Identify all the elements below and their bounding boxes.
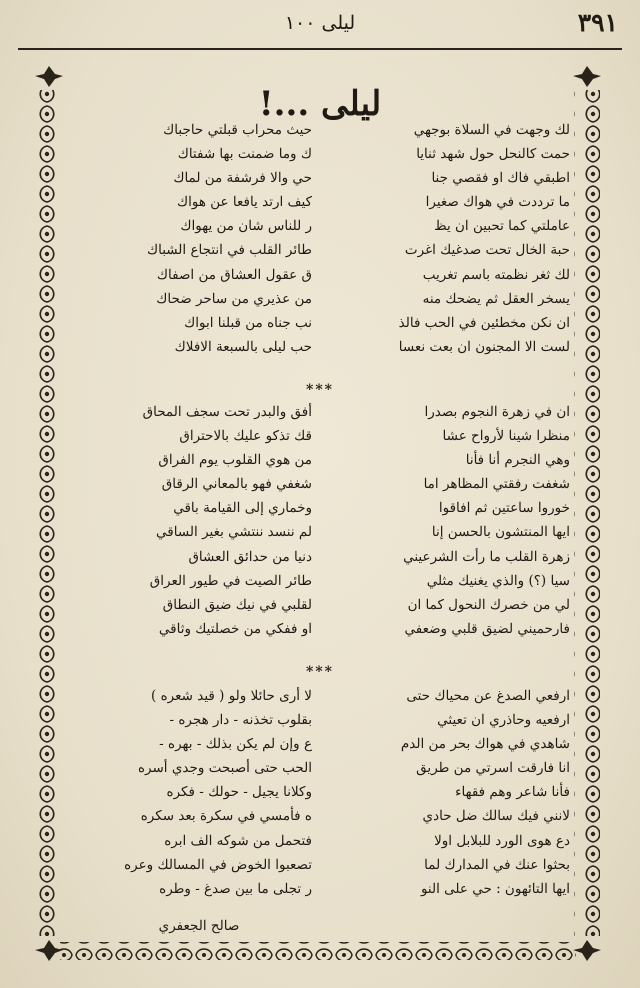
verse-line: دع هوى الورد للبلابل اولا [434,832,570,849]
verse-line: حمت كالنحل حول شهد ثنايا [416,146,570,163]
verse-line: سيا (؟) والذي يغنيك مثلي [426,572,570,589]
verse-line: لم ننسد ننتشي بغير الساقي [156,524,312,541]
verse-line: حب ليلى بالسبعة الافلاك [174,338,312,355]
verse-line: لا أرى حائلا ولو ( قيد شعره ) [151,688,312,704]
stanza-separator: *** [306,664,334,680]
stanza-1-left-column [86,118,312,359]
verse-line: قك تذكو عليك بالاحتراق [179,428,312,445]
verse-line: وهي النجرم أنا فأنا [465,452,570,469]
verse-line: ر تجلى ما بين صدغ - وطره [159,880,312,897]
verse-line: خوروا ساعتين ثم افاقوا [438,500,570,517]
verse-line: ع وإن لم يكن بذلك - بهره - [159,736,312,753]
verse-line: ايها المنتشون بالحسن إنا [431,524,570,541]
verse-line: ه فأمسي في سكرة بعد سكره [140,808,312,825]
verse-line: لي من خصرك النحول كما ان [407,596,570,613]
verse-line: تصعبوا الخوض في المسالك وعره [124,856,312,873]
verse-line: منظرا شينا لأرواح عشا [442,428,570,445]
verse-line: حبة الخال تحت صدغيك اغرت [404,242,570,259]
verse-line: حي والا فرشفة من لماك [173,170,312,187]
verse-line: ارفعيه وحاذري ان تعيثي [437,712,570,729]
verse-line: كيف ارتد يافعا عن هواك [176,194,312,211]
verse-line: حيث محراب قبلتي حاجباك [163,122,312,138]
verse-line: عاملتي كما تحبين ان يظ [434,218,570,235]
verse-line: فارحميني لضيق قلبي وضعفي [404,620,570,637]
verse-line: شاهدي في هواك بحر من الدم [400,736,570,753]
verse-line: من عذيري من ساحر ضحاك [156,290,312,307]
verse-line: يسخر العقل ثم يضحك منه [422,290,570,307]
verse-line: نب جناه من قبلنا ابواك [184,314,312,331]
verse-line: ما ترددت في هواك صغيرا [425,194,570,211]
verse-line: طائر القلب في انتجاع الشباك [146,242,312,259]
verse-line: ر للناس شان من يهواك [180,218,312,235]
stanza-separator: *** [306,382,334,398]
verse-line: فأنا شاعر وهم فقهاء [455,784,570,801]
author-signature: صالح الجعفري [158,918,240,934]
verse-line: ان نكن مخطئين في الحب فالذ [398,314,570,331]
verse-line: انا فارقت اسرتي من طريق [416,760,570,777]
verse-line: بحثوا عنك في المدارك لما [424,856,570,873]
verse-line: وخماري إلى القيامة باقي [173,500,312,517]
verse-line: زهرة القلب ما رأت الشرعيني [403,548,570,565]
verse-line: فتحمل من شوكه الف ابره [164,832,312,849]
verse-line: ايها التائهون : حي على النو [420,880,570,897]
verse-line: لقلبي في نيك ضيق النطاق [162,596,312,613]
verse-line: ك وما ضمنت بها شفتاك [177,146,312,163]
verse-line: من هوي القلوب يوم الفراق [158,452,312,469]
verse-line: دنيا من حدائق العشاق [188,548,312,565]
verse-line: اطبقي فاك او فقصي جنا [431,170,570,187]
verse-line: لست الا المجنون ان بعت نعسا [398,338,570,355]
poem-title: ليلى ...! [258,84,382,124]
stanza-2-left-column [86,400,312,641]
verse-line: ق عقول العشاق من اصفاك [156,266,312,283]
verse-line: لك ثغر نظمته باسم تغريب [422,266,570,283]
page-number: ٣٩١ [577,8,618,37]
verse-line: شغفي فهو بالمعاني الرقاق [161,476,312,493]
verse-line: او ففكي من خصلتيك وثاقي [158,620,312,637]
verse-line: ارفعي الصدغ عن محياك حتى [406,688,570,704]
verse-line: ان في زهرة النجوم بصدرا [424,404,570,420]
stanza-3-right-column [334,684,570,901]
stanza-3-left-column [86,684,312,901]
header-rule [18,48,622,50]
verse-line: شغفت رفقتي المظاهر اما [423,476,570,493]
verse-line: بقلوب تخذنه - دار هجره - [169,712,312,729]
running-head: ليلى ١٠٠ [284,12,356,34]
stanza-1-right-column [334,118,570,359]
verse-line: طائر الصيت في طيور العراق [149,572,312,589]
verse-line: لانني فيك سالك ضل حادي [422,808,570,825]
verse-line: أفق والبدر تحت سجف المحاق [142,404,312,420]
stanza-2-right-column [334,400,570,641]
verse-line: لك وجهت في السلاة بوجهي [413,122,570,138]
verse-line: الحب حتى أصبحت وجدي أسره [137,760,312,777]
verse-line: وكلانا يجيل - حولك - فكره [166,784,312,801]
page-header [14,6,626,44]
